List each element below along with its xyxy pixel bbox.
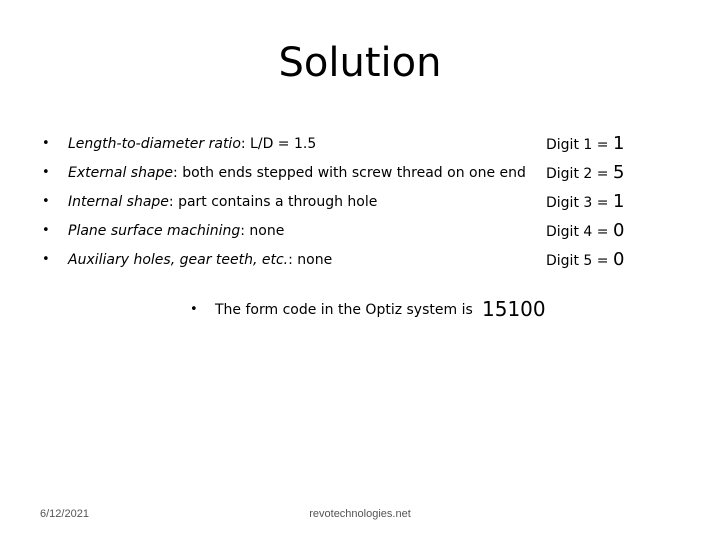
bullet-text bbox=[68, 132, 316, 156]
digit-label: Digit 2 = bbox=[546, 166, 613, 182]
footer-date: 6/12/2021 bbox=[40, 508, 89, 520]
digit-2 bbox=[546, 161, 624, 186]
digit-value: 5 bbox=[612, 162, 625, 183]
bullet-text bbox=[68, 248, 332, 272]
bullet-icon: • bbox=[42, 194, 50, 209]
bullet-label: External shape bbox=[68, 165, 174, 181]
bullet-text bbox=[68, 219, 284, 243]
digit-4 bbox=[546, 219, 624, 244]
bullet-text bbox=[68, 190, 377, 214]
digit-value: 1 bbox=[612, 191, 625, 212]
bullet-row-3 bbox=[0, 190, 720, 214]
slide-title: Solution bbox=[278, 40, 442, 86]
footer-site: revotechnologies.net bbox=[309, 508, 411, 520]
bullet-label: Length-to-diameter ratio bbox=[68, 136, 241, 152]
digit-value: 0 bbox=[612, 220, 625, 241]
bullet-detail: : both ends stepped with screw thread on one end bbox=[173, 165, 526, 181]
bullet-icon: • bbox=[42, 223, 50, 238]
bullet-row-4 bbox=[0, 219, 720, 243]
bullet-label: Internal shape bbox=[68, 194, 169, 210]
bullet-detail: : none bbox=[240, 223, 285, 239]
bullet-label: Auxiliary holes, gear teeth, etc. bbox=[68, 252, 289, 268]
bullet-label: Plane surface machining bbox=[68, 223, 241, 239]
bullet-icon: • bbox=[190, 302, 198, 317]
form-code-text: The form code in the Optiz system is bbox=[215, 302, 473, 318]
bullet-row-1 bbox=[0, 132, 720, 156]
bullet-icon: • bbox=[42, 252, 50, 267]
digit-label: Digit 4 = bbox=[546, 224, 613, 240]
bullet-detail: : part contains a through hole bbox=[168, 194, 378, 210]
bullet-text bbox=[68, 161, 526, 185]
bullet-detail: : none bbox=[288, 252, 333, 268]
bullet-row-2 bbox=[0, 161, 720, 185]
digit-value: 0 bbox=[612, 249, 625, 270]
digit-1 bbox=[546, 132, 624, 157]
digit-label: Digit 5 = bbox=[546, 253, 613, 269]
digit-label: Digit 3 = bbox=[546, 195, 613, 211]
bullet-icon: • bbox=[42, 165, 50, 180]
form-code-value: 15100 bbox=[482, 297, 546, 321]
digit-3 bbox=[546, 190, 624, 215]
digit-label: Digit 1 = bbox=[546, 137, 613, 153]
digit-value: 1 bbox=[612, 133, 625, 154]
digit-5 bbox=[546, 248, 624, 273]
bullet-detail: : L/D = 1.5 bbox=[240, 136, 317, 152]
bullet-row-5 bbox=[0, 248, 720, 272]
bullet-icon: • bbox=[42, 136, 50, 151]
